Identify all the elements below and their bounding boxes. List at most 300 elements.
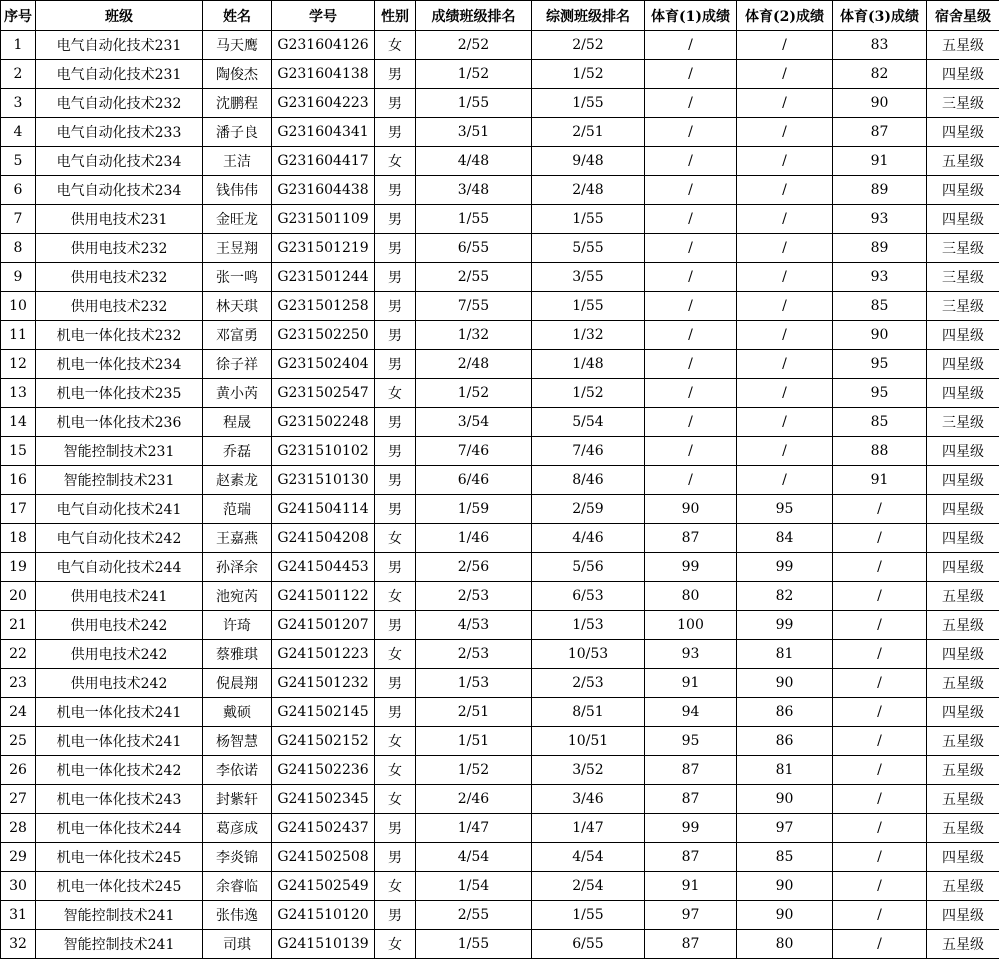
cell-pe2-score: 84 (737, 524, 833, 553)
cell-class: 供用电技术231 (36, 205, 203, 234)
cell-class: 供用电技术242 (36, 669, 203, 698)
cell-pe2-score: 82 (737, 582, 833, 611)
cell-overall-rank: 10/51 (532, 727, 645, 756)
cell-student-id: G231604138 (272, 60, 375, 89)
cell-pe3-score: 91 (833, 466, 927, 495)
cell-class: 智能控制技术241 (36, 901, 203, 930)
cell-class: 电气自动化技术231 (36, 60, 203, 89)
cell-student-id: G241504114 (272, 495, 375, 524)
cell-name: 杨智慧 (203, 727, 272, 756)
cell-pe1-score: / (645, 60, 737, 89)
cell-pe3-score: / (833, 582, 927, 611)
cell-overall-rank: 5/55 (532, 234, 645, 263)
cell-class: 供用电技术242 (36, 611, 203, 640)
cell-pe3-score: 95 (833, 379, 927, 408)
cell-grade-rank: 4/54 (416, 843, 532, 872)
cell-student-id: G231510130 (272, 466, 375, 495)
cell-pe3-score: 87 (833, 118, 927, 147)
cell-dorm-rating: 四星级 (927, 379, 999, 408)
table-row (1, 350, 999, 379)
table-row (1, 495, 999, 524)
cell-overall-rank: 4/54 (532, 843, 645, 872)
cell-student-id: G241502437 (272, 814, 375, 843)
table-row (1, 292, 999, 321)
cell-student-id: G241504453 (272, 553, 375, 582)
cell-class: 机电一体化技术235 (36, 379, 203, 408)
cell-student-id: G231501244 (272, 263, 375, 292)
cell-class: 供用电技术232 (36, 234, 203, 263)
table-row (1, 321, 999, 350)
cell-gender: 男 (375, 234, 416, 263)
table-row (1, 640, 999, 669)
cell-pe2-score: / (737, 60, 833, 89)
cell-class: 智能控制技术241 (36, 930, 203, 959)
cell-grade-rank: 1/46 (416, 524, 532, 553)
cell-gender: 女 (375, 727, 416, 756)
cell-class: 供用电技术232 (36, 263, 203, 292)
cell-dorm-rating: 四星级 (927, 60, 999, 89)
cell-name: 王嘉燕 (203, 524, 272, 553)
cell-pe1-score: 97 (645, 901, 737, 930)
cell-index: 17 (1, 495, 36, 524)
cell-class: 供用电技术232 (36, 292, 203, 321)
cell-pe2-score: 90 (737, 669, 833, 698)
cell-overall-rank: 3/46 (532, 785, 645, 814)
cell-dorm-rating: 四星级 (927, 524, 999, 553)
cell-index: 12 (1, 350, 36, 379)
cell-pe1-score: 99 (645, 553, 737, 582)
cell-pe1-score: 90 (645, 495, 737, 524)
cell-name: 蔡雅琪 (203, 640, 272, 669)
cell-student-id: G241502345 (272, 785, 375, 814)
cell-student-id: G231502404 (272, 350, 375, 379)
table-row (1, 89, 999, 118)
cell-name: 李依诺 (203, 756, 272, 785)
cell-pe2-score: 90 (737, 785, 833, 814)
header-row (1, 1, 999, 31)
cell-pe1-score: 94 (645, 698, 737, 727)
cell-overall-rank: 2/54 (532, 872, 645, 901)
cell-dorm-rating: 五星级 (927, 582, 999, 611)
cell-pe2-score: / (737, 31, 833, 60)
cell-pe3-score: 90 (833, 89, 927, 118)
cell-grade-rank: 2/48 (416, 350, 532, 379)
cell-student-id: G231604126 (272, 31, 375, 60)
cell-index: 13 (1, 379, 36, 408)
cell-grade-rank: 1/32 (416, 321, 532, 350)
cell-gender: 男 (375, 292, 416, 321)
cell-dorm-rating: 五星级 (927, 930, 999, 959)
cell-name: 邓富勇 (203, 321, 272, 350)
cell-dorm-rating: 三星级 (927, 263, 999, 292)
cell-pe1-score: / (645, 205, 737, 234)
cell-grade-rank: 1/55 (416, 89, 532, 118)
cell-pe1-score: / (645, 263, 737, 292)
cell-index: 19 (1, 553, 36, 582)
cell-pe3-score: / (833, 640, 927, 669)
cell-pe3-score: / (833, 930, 927, 959)
cell-student-id: G241501232 (272, 669, 375, 698)
cell-class: 智能控制技术231 (36, 437, 203, 466)
cell-overall-rank: 3/52 (532, 756, 645, 785)
table-row (1, 756, 999, 785)
cell-dorm-rating: 四星级 (927, 350, 999, 379)
cell-grade-rank: 2/46 (416, 785, 532, 814)
cell-index: 8 (1, 234, 36, 263)
cell-pe2-score: / (737, 437, 833, 466)
cell-pe1-score: / (645, 437, 737, 466)
cell-dorm-rating: 五星级 (927, 872, 999, 901)
cell-index: 31 (1, 901, 36, 930)
cell-dorm-rating: 四星级 (927, 553, 999, 582)
cell-gender: 女 (375, 379, 416, 408)
cell-dorm-rating: 四星级 (927, 901, 999, 930)
cell-pe3-score: 82 (833, 60, 927, 89)
cell-dorm-rating: 四星级 (927, 640, 999, 669)
cell-pe3-score: 89 (833, 176, 927, 205)
cell-grade-rank: 2/55 (416, 263, 532, 292)
table-row (1, 872, 999, 901)
cell-dorm-rating: 四星级 (927, 495, 999, 524)
cell-gender: 男 (375, 118, 416, 147)
cell-index: 24 (1, 698, 36, 727)
cell-name: 李炎锦 (203, 843, 272, 872)
cell-pe2-score: / (737, 118, 833, 147)
cell-pe2-score: 86 (737, 727, 833, 756)
cell-pe2-score: / (737, 379, 833, 408)
cell-overall-rank: 1/55 (532, 292, 645, 321)
cell-pe2-score: / (737, 89, 833, 118)
cell-grade-rank: 2/51 (416, 698, 532, 727)
cell-name: 司琪 (203, 930, 272, 959)
table-row (1, 437, 999, 466)
cell-student-id: G241502549 (272, 872, 375, 901)
cell-class: 机电一体化技术236 (36, 408, 203, 437)
cell-grade-rank: 6/55 (416, 234, 532, 263)
cell-name: 王洁 (203, 147, 272, 176)
cell-student-id: G241502508 (272, 843, 375, 872)
cell-dorm-rating: 五星级 (927, 814, 999, 843)
cell-pe1-score: / (645, 466, 737, 495)
cell-pe2-score: 81 (737, 640, 833, 669)
cell-index: 3 (1, 89, 36, 118)
cell-name: 葛彦成 (203, 814, 272, 843)
cell-pe1-score: 91 (645, 872, 737, 901)
cell-class: 电气自动化技术232 (36, 89, 203, 118)
table-row (1, 118, 999, 147)
cell-student-id: G231510102 (272, 437, 375, 466)
cell-pe2-score: / (737, 263, 833, 292)
cell-pe1-score: 91 (645, 669, 737, 698)
cell-overall-rank: 1/52 (532, 60, 645, 89)
cell-pe1-score: 87 (645, 843, 737, 872)
cell-dorm-rating: 四星级 (927, 466, 999, 495)
cell-grade-rank: 1/47 (416, 814, 532, 843)
cell-grade-rank: 2/53 (416, 582, 532, 611)
cell-pe1-score: / (645, 408, 737, 437)
header-dorm-rating: 宿舍星级 (927, 1, 999, 31)
table-body (1, 31, 999, 959)
cell-class: 电气自动化技术241 (36, 495, 203, 524)
cell-gender: 女 (375, 147, 416, 176)
cell-pe3-score: / (833, 611, 927, 640)
cell-class: 电气自动化技术242 (36, 524, 203, 553)
header-index: 序号 (1, 1, 36, 31)
table-row (1, 930, 999, 959)
cell-class: 机电一体化技术245 (36, 872, 203, 901)
cell-class: 电气自动化技术231 (36, 31, 203, 60)
cell-student-id: G241510139 (272, 930, 375, 959)
cell-index: 5 (1, 147, 36, 176)
cell-gender: 女 (375, 640, 416, 669)
cell-student-id: G241501223 (272, 640, 375, 669)
cell-name: 池宛芮 (203, 582, 272, 611)
cell-dorm-rating: 五星级 (927, 611, 999, 640)
cell-gender: 男 (375, 611, 416, 640)
cell-overall-rank: 3/55 (532, 263, 645, 292)
cell-class: 机电一体化技术242 (36, 756, 203, 785)
table-row (1, 814, 999, 843)
cell-pe1-score: 87 (645, 524, 737, 553)
cell-overall-rank: 1/32 (532, 321, 645, 350)
table-row (1, 611, 999, 640)
cell-overall-rank: 7/46 (532, 437, 645, 466)
cell-dorm-rating: 五星级 (927, 147, 999, 176)
cell-pe1-score: 100 (645, 611, 737, 640)
cell-index: 32 (1, 930, 36, 959)
cell-dorm-rating: 四星级 (927, 843, 999, 872)
cell-pe3-score: / (833, 495, 927, 524)
cell-index: 10 (1, 292, 36, 321)
cell-student-id: G231604417 (272, 147, 375, 176)
cell-student-id: G231501258 (272, 292, 375, 321)
cell-grade-rank: 1/54 (416, 872, 532, 901)
cell-gender: 男 (375, 698, 416, 727)
cell-pe1-score: / (645, 118, 737, 147)
table-row (1, 901, 999, 930)
cell-name: 黄小芮 (203, 379, 272, 408)
cell-student-id: G231501219 (272, 234, 375, 263)
cell-class: 供用电技术241 (36, 582, 203, 611)
cell-dorm-rating: 五星级 (927, 785, 999, 814)
cell-overall-rank: 2/48 (532, 176, 645, 205)
cell-student-id: G231604341 (272, 118, 375, 147)
header-pe2-score: 体育(2)成绩 (737, 1, 833, 31)
cell-dorm-rating: 五星级 (927, 756, 999, 785)
cell-dorm-rating: 四星级 (927, 698, 999, 727)
cell-pe3-score: / (833, 901, 927, 930)
cell-dorm-rating: 四星级 (927, 176, 999, 205)
cell-grade-rank: 1/51 (416, 727, 532, 756)
cell-name: 钱伟伟 (203, 176, 272, 205)
cell-name: 徐子祥 (203, 350, 272, 379)
cell-overall-rank: 1/53 (532, 611, 645, 640)
table-row (1, 205, 999, 234)
cell-index: 28 (1, 814, 36, 843)
cell-student-id: G241502236 (272, 756, 375, 785)
cell-class: 机电一体化技术243 (36, 785, 203, 814)
cell-index: 25 (1, 727, 36, 756)
cell-index: 2 (1, 60, 36, 89)
cell-gender: 男 (375, 408, 416, 437)
cell-grade-rank: 1/55 (416, 205, 532, 234)
cell-pe3-score: 93 (833, 205, 927, 234)
cell-grade-rank: 1/52 (416, 756, 532, 785)
cell-index: 29 (1, 843, 36, 872)
cell-gender: 女 (375, 872, 416, 901)
table-row (1, 843, 999, 872)
cell-gender: 男 (375, 495, 416, 524)
table-row (1, 379, 999, 408)
cell-gender: 男 (375, 437, 416, 466)
cell-pe2-score: 99 (737, 553, 833, 582)
cell-pe3-score: / (833, 727, 927, 756)
table-row (1, 669, 999, 698)
cell-overall-rank: 2/53 (532, 669, 645, 698)
cell-student-id: G241502152 (272, 727, 375, 756)
cell-index: 6 (1, 176, 36, 205)
cell-gender: 女 (375, 524, 416, 553)
cell-pe3-score: / (833, 669, 927, 698)
cell-pe1-score: 93 (645, 640, 737, 669)
cell-pe2-score: 80 (737, 930, 833, 959)
cell-gender: 女 (375, 582, 416, 611)
cell-index: 15 (1, 437, 36, 466)
cell-overall-rank: 2/59 (532, 495, 645, 524)
cell-overall-rank: 1/55 (532, 901, 645, 930)
cell-index: 14 (1, 408, 36, 437)
cell-name: 马天鹰 (203, 31, 272, 60)
cell-class: 智能控制技术231 (36, 466, 203, 495)
cell-pe3-score: 93 (833, 263, 927, 292)
cell-pe2-score: 99 (737, 611, 833, 640)
cell-student-id: G241510120 (272, 901, 375, 930)
cell-grade-rank: 1/55 (416, 930, 532, 959)
cell-pe2-score: / (737, 321, 833, 350)
cell-grade-rank: 2/55 (416, 901, 532, 930)
cell-pe2-score: / (737, 234, 833, 263)
table-row (1, 553, 999, 582)
table-row (1, 60, 999, 89)
cell-dorm-rating: 四星级 (927, 437, 999, 466)
cell-pe3-score: 88 (833, 437, 927, 466)
cell-grade-rank: 1/52 (416, 379, 532, 408)
cell-pe2-score: / (737, 292, 833, 321)
table-row (1, 147, 999, 176)
header-gender: 性别 (375, 1, 416, 31)
cell-overall-rank: 5/54 (532, 408, 645, 437)
cell-name: 赵素龙 (203, 466, 272, 495)
cell-pe3-score: 95 (833, 350, 927, 379)
cell-name: 戴硕 (203, 698, 272, 727)
cell-pe3-score: / (833, 785, 927, 814)
table-row (1, 582, 999, 611)
cell-name: 张伟逸 (203, 901, 272, 930)
cell-pe2-score: / (737, 350, 833, 379)
cell-grade-rank: 1/52 (416, 60, 532, 89)
header-pe1-score: 体育(1)成绩 (645, 1, 737, 31)
cell-pe2-score: 90 (737, 872, 833, 901)
cell-overall-rank: 9/48 (532, 147, 645, 176)
cell-pe3-score: 85 (833, 408, 927, 437)
header-grade-rank: 成绩班级排名 (416, 1, 532, 31)
cell-class: 机电一体化技术232 (36, 321, 203, 350)
cell-pe1-score: / (645, 234, 737, 263)
cell-pe3-score: 90 (833, 321, 927, 350)
cell-name: 封紫轩 (203, 785, 272, 814)
cell-class: 电气自动化技术234 (36, 176, 203, 205)
cell-index: 16 (1, 466, 36, 495)
cell-name: 林天琪 (203, 292, 272, 321)
cell-gender: 男 (375, 176, 416, 205)
cell-gender: 男 (375, 350, 416, 379)
cell-gender: 男 (375, 669, 416, 698)
cell-pe3-score: 83 (833, 31, 927, 60)
cell-grade-rank: 2/53 (416, 640, 532, 669)
cell-index: 4 (1, 118, 36, 147)
table-row (1, 727, 999, 756)
cell-index: 9 (1, 263, 36, 292)
cell-overall-rank: 2/51 (532, 118, 645, 147)
cell-pe1-score: / (645, 379, 737, 408)
cell-grade-rank: 2/56 (416, 553, 532, 582)
cell-index: 18 (1, 524, 36, 553)
cell-pe1-score: / (645, 292, 737, 321)
cell-overall-rank: 1/48 (532, 350, 645, 379)
cell-name: 范瑞 (203, 495, 272, 524)
cell-overall-rank: 5/56 (532, 553, 645, 582)
cell-name: 金旺龙 (203, 205, 272, 234)
cell-pe1-score: / (645, 31, 737, 60)
cell-name: 沈鹏程 (203, 89, 272, 118)
cell-overall-rank: 1/55 (532, 205, 645, 234)
header-pe3-score: 体育(3)成绩 (833, 1, 927, 31)
cell-pe2-score: / (737, 205, 833, 234)
cell-index: 11 (1, 321, 36, 350)
cell-pe2-score: 90 (737, 901, 833, 930)
cell-grade-rank: 6/46 (416, 466, 532, 495)
cell-overall-rank: 1/55 (532, 89, 645, 118)
cell-index: 20 (1, 582, 36, 611)
cell-class: 机电一体化技术234 (36, 350, 203, 379)
cell-class: 机电一体化技术244 (36, 814, 203, 843)
cell-pe3-score: 89 (833, 234, 927, 263)
cell-grade-rank: 3/48 (416, 176, 532, 205)
cell-overall-rank: 1/52 (532, 379, 645, 408)
cell-student-id: G231502250 (272, 321, 375, 350)
cell-student-id: G241501207 (272, 611, 375, 640)
cell-pe3-score: 85 (833, 292, 927, 321)
cell-overall-rank: 2/52 (532, 31, 645, 60)
cell-pe1-score: 87 (645, 785, 737, 814)
cell-name: 孙泽余 (203, 553, 272, 582)
cell-pe1-score: 95 (645, 727, 737, 756)
header-student-id: 学号 (272, 1, 375, 31)
cell-name: 潘子良 (203, 118, 272, 147)
cell-name: 王昱翔 (203, 234, 272, 263)
cell-grade-rank: 7/46 (416, 437, 532, 466)
cell-pe3-score: / (833, 698, 927, 727)
cell-class: 机电一体化技术245 (36, 843, 203, 872)
cell-student-id: G231502547 (272, 379, 375, 408)
cell-pe2-score: 95 (737, 495, 833, 524)
cell-dorm-rating: 三星级 (927, 408, 999, 437)
cell-pe2-score: 85 (737, 843, 833, 872)
cell-overall-rank: 6/55 (532, 930, 645, 959)
cell-name: 乔磊 (203, 437, 272, 466)
cell-dorm-rating: 三星级 (927, 234, 999, 263)
cell-class: 电气自动化技术244 (36, 553, 203, 582)
